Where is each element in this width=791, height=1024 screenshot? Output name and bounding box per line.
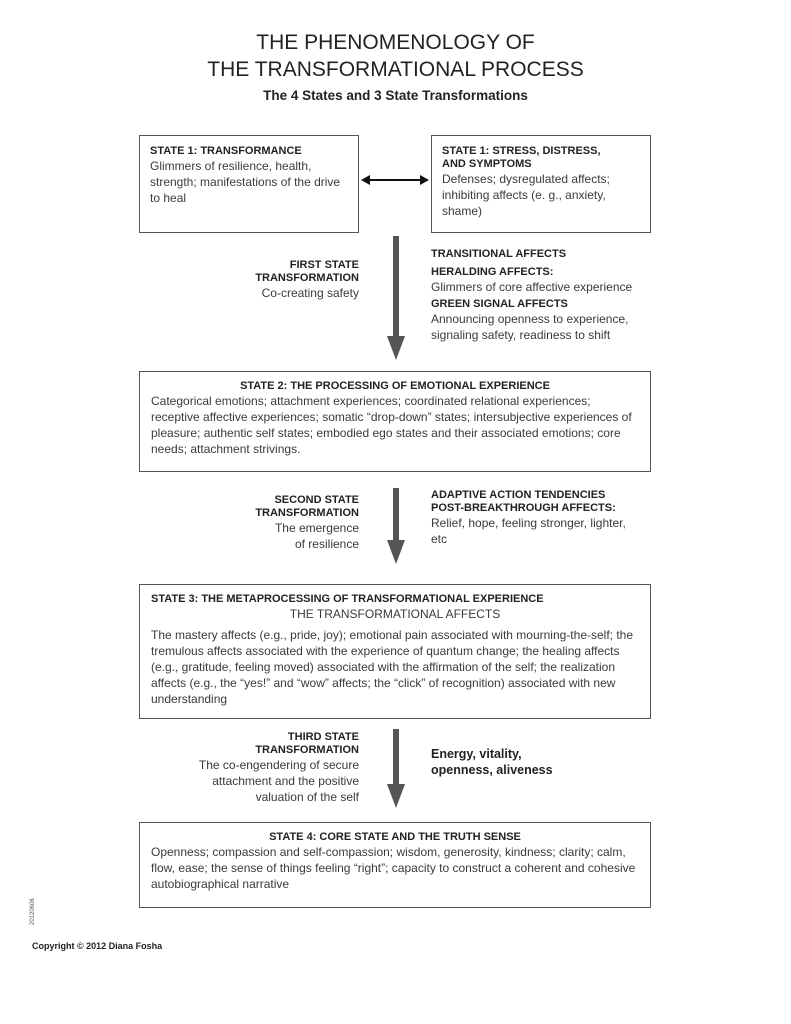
down-arrow-icon — [386, 729, 406, 809]
third-transformation-label — [170, 731, 359, 805]
energy-line-1: Energy, vitality, — [431, 747, 522, 761]
state1-stress-heading-1: STATE 1: STRESS, DISTRESS, — [442, 145, 601, 157]
first-transformation-heading-2: TRANSFORMATION — [255, 272, 359, 284]
state2-body: Categorical emotions; attachment experiences; coordinated relational experiences; receptive affective experiences; somatic “drop-down” states; intersubjective experiences of pleasure; authentic self states; embodied ego states and their associated emotions; core needs; attachment strivings. — [151, 394, 632, 456]
state1-transformance-heading: STATE 1: TRANSFORMANCE — [150, 145, 302, 157]
state2-heading: STATE 2: THE PROCESSING OF EMOTIONAL EXPERIENCE — [240, 380, 550, 392]
third-transformation-body-1: The co-engendering of secure — [198, 758, 359, 772]
second-transformation-heading-1: SECOND STATE — [274, 494, 359, 506]
third-transformation-heading-1: THIRD STATE — [287, 731, 359, 743]
down-arrow-icon — [386, 236, 406, 361]
state1-stress-body: Defenses; dysregulated affects; inhibiting affects (e. g., anxiety, shame) — [442, 172, 610, 218]
second-transformation-heading-2: TRANSFORMATION — [255, 507, 359, 519]
second-transformation-body-1: The emergence — [274, 521, 359, 535]
green-signal-heading: GREEN SIGNAL AFFECTS — [431, 298, 568, 310]
transitional-affects-heading: TRANSITIONAL AFFECTS — [431, 248, 567, 260]
document-id: 20120606 — [30, 898, 36, 925]
state1-stress-heading-2: AND SYMPTOMS — [442, 158, 532, 170]
copyright: Copyright © 2012 Diana Fosha — [32, 941, 163, 951]
adaptive-action-heading: ADAPTIVE ACTION TENDENCIES — [431, 489, 606, 501]
third-transformation-heading-2: TRANSFORMATION — [255, 744, 359, 756]
first-transformation-body: Co-creating safety — [261, 286, 359, 300]
third-transformation-body-3: valuation of the self — [255, 790, 359, 804]
heralding-affects-body: Glimmers of core affective experience — [431, 280, 633, 294]
state1-stress-box — [431, 135, 651, 233]
title-line-2: THE TRANSFORMATIONAL PROCESS — [207, 58, 584, 81]
state1-transformance-body: Glimmers of resilience, health, strength; manifestations of the drive to heal — [150, 159, 341, 205]
second-transformation-body-2: of resilience — [294, 537, 359, 551]
post-breakthrough-heading: POST-BREAKTHROUGH AFFECTS: — [431, 502, 616, 514]
transitional-affects-panel — [431, 248, 661, 343]
energy-panel — [431, 746, 631, 778]
title-line-1: THE PHENOMENOLOGY OF — [256, 31, 535, 54]
state3-subheading: THE TRANSFORMATIONAL AFFECTS — [289, 607, 501, 621]
third-transformation-body-2: attachment and the positive — [212, 774, 359, 788]
state4-body: Openness; compassion and self-compassion; wisdom, generosity, kindness; clarity; calm, flow, ease; the sense of things feeling “right”; capacity to construct a coherent and cohesive autobiographical narrative — [151, 845, 636, 891]
heralding-affects-heading: HERALDING AFFECTS: — [431, 266, 554, 278]
down-arrow-icon — [386, 488, 406, 565]
bidirectional-arrow-icon — [359, 170, 431, 190]
state3-body: The mastery affects (e.g., pride, joy); emotional pain associated with mourning-the-self; the tremulous affects associated with the experience of quantum change; the healing affects (e.g., gratitude, feeling moved) associated with the affirmation of the self; the realization affects (e.g., the “yes!” and “wow” affects; the “click” of recognition) associated with new understanding — [151, 628, 634, 706]
second-transformation-label — [200, 494, 359, 552]
state4-box — [139, 822, 651, 908]
first-transformation-label — [200, 259, 359, 301]
adaptive-affects-panel — [431, 489, 636, 547]
energy-line-2: openness, aliveness — [431, 763, 553, 777]
post-breakthrough-body: Relief, hope, feeling stronger, lighter, etc — [431, 516, 626, 546]
state3-heading: STATE 3: THE METAPROCESSING OF TRANSFORMATIONAL EXPERIENCE — [151, 593, 544, 605]
state1-transformance-box — [139, 135, 359, 233]
state4-heading: STATE 4: CORE STATE AND THE TRUTH SENSE — [269, 831, 521, 843]
first-transformation-heading-1: FIRST STATE — [289, 259, 359, 271]
state2-box — [139, 371, 651, 472]
subtitle: The 4 States and 3 State Transformations — [263, 88, 528, 103]
state3-box — [139, 584, 651, 719]
green-signal-body: Announcing openness to experience, signaling safety, readiness to shift — [431, 312, 629, 342]
